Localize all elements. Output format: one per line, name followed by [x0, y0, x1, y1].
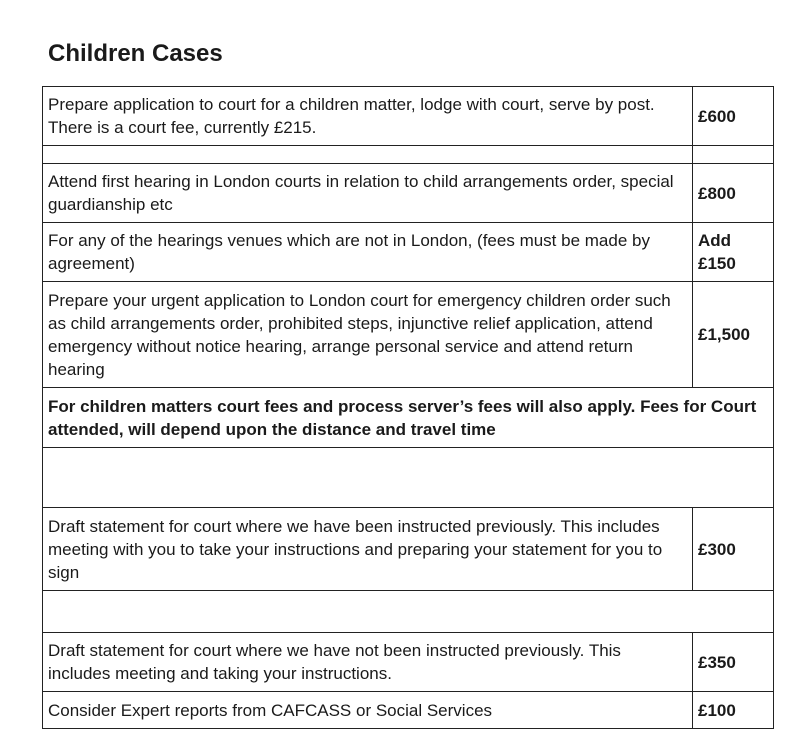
fee-amount: £350 — [693, 633, 774, 692]
fee-amount: £300 — [693, 508, 774, 591]
fee-description: For any of the hearings venues which are not in London, (fees must be made by agreement) — [43, 223, 693, 282]
fee-amount: £100 — [693, 692, 774, 729]
blank-cell — [693, 146, 774, 164]
fees-table — [42, 86, 774, 729]
table-row — [43, 223, 774, 282]
fee-amount: £1,500 — [693, 282, 774, 388]
table-row — [43, 164, 774, 223]
table-row — [43, 87, 774, 146]
table-row — [43, 282, 774, 388]
fee-amount: £600 — [693, 87, 774, 146]
fee-description: Prepare application to court for a children matter, lodge with court, serve by post. There is a court fee, currently £215. — [43, 87, 693, 146]
table-row-blank — [43, 146, 774, 164]
table-row — [43, 633, 774, 692]
fee-description: Prepare your urgent application to London court for emergency children order such as child arrangements order, prohibited steps, injunctive relief application, attend emergency without notice hearing, arrange personal service and attend return hearing — [43, 282, 693, 388]
fees-note: For children matters court fees and process server’s fees will also apply. Fees for Court attended, will depend upon the distance and travel time — [43, 388, 774, 448]
fee-description: Draft statement for court where we have not been instructed previously. This includes meeting and taking your instructions. — [43, 633, 693, 692]
fee-description: Draft statement for court where we have been instructed previously. This includes meeting with you to take your instructions and preparing your statement for you to sign — [43, 508, 693, 591]
table-row-note — [43, 388, 774, 448]
page-title: Children Cases — [48, 40, 223, 67]
fee-description: Attend first hearing in London courts in relation to child arrangements order, special guardianship etc — [43, 164, 693, 223]
table-row-blank — [43, 448, 774, 508]
blank-cell — [43, 146, 693, 164]
table-row — [43, 508, 774, 591]
fee-description: Consider Expert reports from CAFCASS or Social Services — [43, 692, 693, 729]
blank-cell — [43, 591, 774, 633]
fee-amount: £800 — [693, 164, 774, 223]
table-row-blank — [43, 591, 774, 633]
table-row — [43, 692, 774, 729]
fee-amount: Add £150 — [693, 223, 774, 282]
blank-cell — [43, 448, 774, 508]
